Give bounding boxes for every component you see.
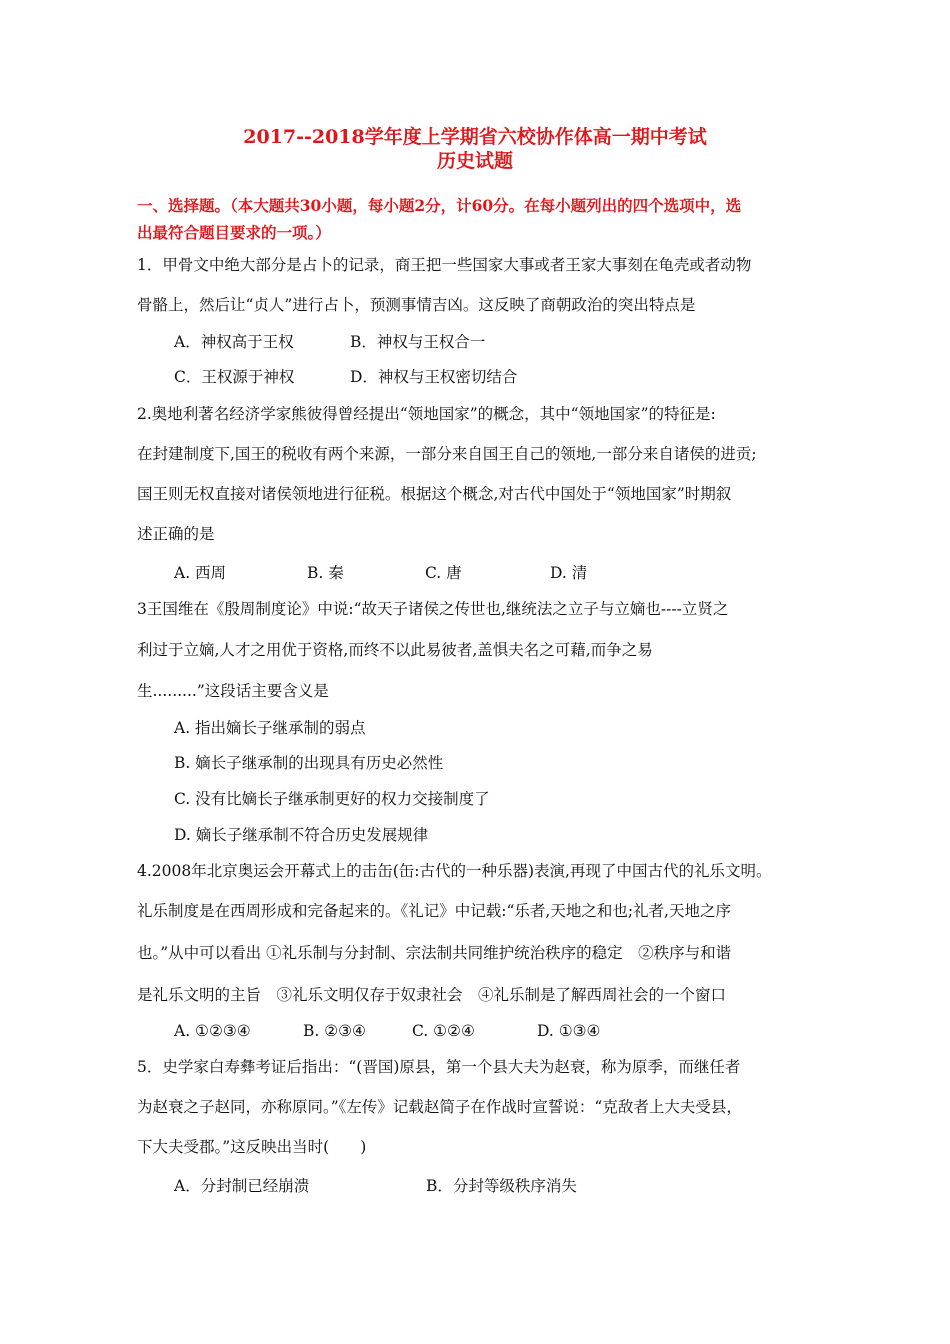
question-2-text-line-3: 国王则无权直接对诸侯领地进行征税。根据这个概念,对古代中国处于“领地国家”时期叙 bbox=[137, 485, 732, 503]
question-4-text-line-2: 礼乐制度是在西周形成和完备起来的。《礼记》中记载:“乐者,天地之和也;礼者,天地之序 bbox=[137, 902, 731, 920]
question-2-text-line-2: 在封建制度下,国王的税收有两个来源，一部分来自国王自己的领地,一部分来自诸侯的进贡; bbox=[137, 445, 757, 463]
question-2-text-line-1: 2.奥地利著名经济学家熊彼得曾经提出“领地国家”的概念，其中“领地国家”的特征是: bbox=[137, 405, 716, 423]
exam-title: 2017--2018学年度上学期省六校协作体高一期中考试 bbox=[243, 126, 707, 148]
question-5-option-a: A．分封制已经崩溃 bbox=[174, 1177, 310, 1195]
question-1-option-b: B．神权与王权合一 bbox=[350, 333, 486, 351]
question-4-text-line-1: 4.2008年北京奥运会开幕式上的击缶(缶:古代的一种乐器)表演,再现了中国古代的礼乐文明。 bbox=[137, 862, 772, 880]
question-2-option-d: D. 清 bbox=[550, 564, 588, 582]
question-1-text-line-2: 骨骼上，然后让“贞人”进行占卜，预测事情吉凶。这反映了商朝政治的突出特点是 bbox=[137, 296, 696, 314]
question-4-text-line-4: 是礼乐文明的主旨 ③礼乐文明仅存于奴隶社会 ④礼乐制是了解西周社会的一个窗口 bbox=[137, 986, 727, 1004]
question-5-text-line-2: 为赵衰之子赵同，亦称原同。”《左传》记载赵简子在作战时宣誓说：“克敌者上大夫受县， bbox=[137, 1098, 742, 1116]
question-3-text-line-1: 3王国维在《殷周制度论》中说:“故天子诸侯之传世也,继统法之立子与立嫡也----立贤之 bbox=[137, 600, 729, 618]
question-4-option-b: B. ②③④ bbox=[303, 1022, 366, 1040]
question-5-text-line-3: 下大夫受郡。”这反映出当时( ) bbox=[137, 1138, 367, 1156]
question-3-option-b: B. 嫡长子继承制的出现具有历史必然性 bbox=[174, 754, 444, 772]
question-2-option-b: B. 秦 bbox=[307, 564, 344, 582]
question-4-text-line-3: 也。”从中可以看出 ①礼乐制与分封制、宗法制共同维护统治秩序的稳定 ②秩序与和谐 bbox=[137, 944, 732, 962]
question-4-option-d: D. ①③④ bbox=[537, 1022, 601, 1040]
question-2-option-c: C. 唐 bbox=[425, 564, 462, 582]
exam-subtitle: 历史试题 bbox=[436, 150, 513, 172]
question-3-option-c: C. 没有比嫡长子继承制更好的权力交接制度了 bbox=[174, 790, 490, 808]
question-2-text-line-4: 述正确的是 bbox=[137, 525, 215, 543]
section-instructions-line-2: 出最符合题目要求的一项。） bbox=[137, 223, 331, 242]
question-4-option-a: A. ①②③④ bbox=[174, 1022, 251, 1040]
question-1-text-line-1: 1．甲骨文中绝大部分是占卜的记录，商王把一些国家大事或者王家大事刻在龟壳或者动物 bbox=[137, 256, 752, 274]
question-2-option-a: A. 西周 bbox=[174, 564, 227, 582]
question-3-option-a: A. 指出嫡长子继承制的弱点 bbox=[174, 719, 366, 737]
question-1-option-a: A．神权高于王权 bbox=[174, 333, 294, 351]
question-4-option-c: C. ①②④ bbox=[412, 1022, 475, 1040]
question-1-option-c: C．王权源于神权 bbox=[174, 368, 295, 386]
section-instructions-line-1: 一、选择题。（本大题共30小题，每小题2分，计60分。在每小题列出的四个选项中，选 bbox=[137, 196, 742, 215]
question-3-text-line-3: 生.........”这段话主要含义是 bbox=[137, 682, 329, 700]
question-1-option-d: D．神权与王权密切结合 bbox=[350, 368, 518, 386]
question-3-text-line-2: 利过于立嫡,人才之用优于资格,而终不以此易彼者,盖惧夫名之可藉,而争之易 bbox=[137, 641, 653, 659]
question-5-option-b: B．分封等级秩序消失 bbox=[426, 1177, 577, 1195]
question-5-text-line-1: 5．史学家白寿彝考证后指出：“(晋国)原县，第一个县大夫为赵衰，称为原季，而继任者 bbox=[137, 1058, 741, 1076]
question-3-option-d: D. 嫡长子继承制不符合历史发展规律 bbox=[174, 826, 429, 844]
